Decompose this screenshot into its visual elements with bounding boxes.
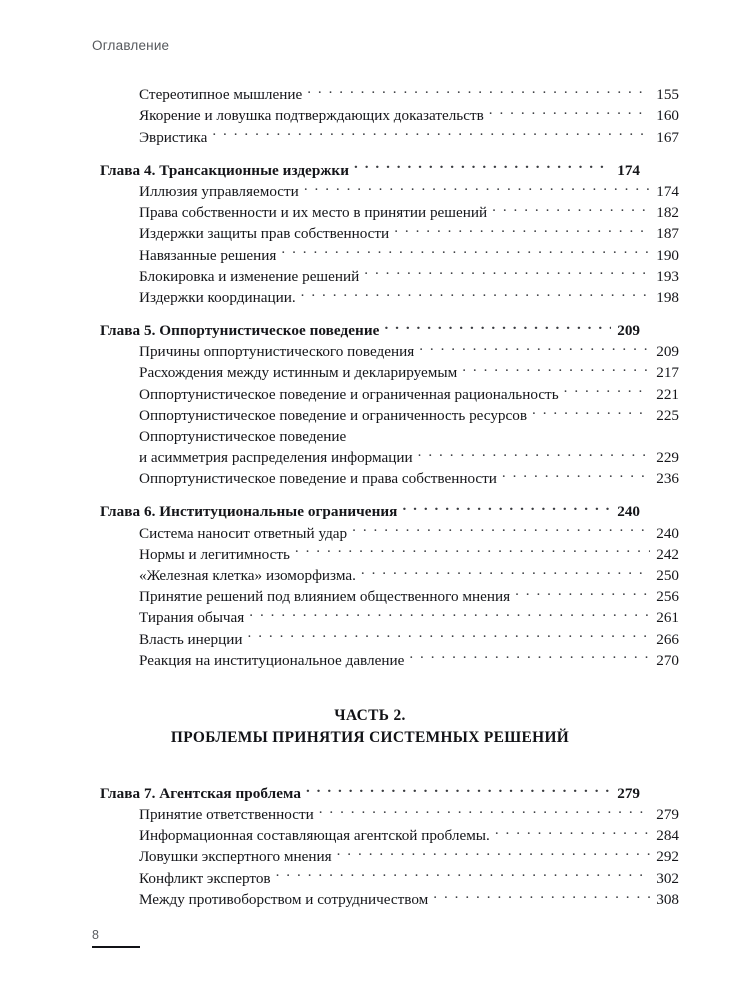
toc-entry-page-number: 279 <box>656 806 679 824</box>
part-heading-line-2: ПРОБЛЕМЫ ПРИНЯТИЯ СИСТЕМНЫХ РЕШЕНИЙ <box>170 728 570 746</box>
toc-entry-page-number: 279 <box>617 784 640 802</box>
toc-chapter-entry[interactable] <box>100 320 640 341</box>
toc-leader-dots <box>361 565 650 580</box>
toc-leader-dots <box>354 160 611 175</box>
toc-entry-title: Оппортунистическое поведение и ограниченность ресурсов <box>139 406 528 424</box>
toc-section-entry[interactable] <box>139 84 679 105</box>
toc-entry-title: Права собственности и их место в принятии решений <box>139 204 488 222</box>
toc-entry-title: Глава 4. Трансакционные издержки <box>100 161 350 179</box>
toc-entry-page-number: 229 <box>656 449 679 466</box>
toc-entry-page-number: 266 <box>656 630 679 648</box>
toc-entry-title: Издержки координации. <box>139 288 296 306</box>
toc-entry-title: Нормы и легитимность <box>139 545 290 563</box>
toc-entry-title: «Железная клетка» изоморфизма. <box>139 566 356 584</box>
toc-section-entry[interactable] <box>139 607 679 628</box>
toc-entry-title: Принятие решений под влиянием общественного мнения <box>139 588 511 606</box>
toc-leader-dots <box>307 84 650 99</box>
toc-leader-dots <box>281 244 650 259</box>
toc-leader-dots <box>248 628 650 643</box>
toc-entry-page-number: 292 <box>656 848 679 866</box>
toc-entry-page-number: 209 <box>656 343 679 361</box>
toc-entry-page-number: 155 <box>656 86 679 104</box>
toc-leader-dots <box>418 447 650 462</box>
toc-entry-title: Эвристика <box>139 128 208 146</box>
toc-section-entry[interactable] <box>139 105 679 126</box>
toc-entry-page-number: 236 <box>656 470 679 488</box>
toc-entry-title: Конфликт экспертов <box>139 869 271 887</box>
toc-entry-page-number: 302 <box>656 869 679 887</box>
toc-leader-dots <box>462 362 650 377</box>
toc-entry-page-number: 270 <box>656 651 679 669</box>
toc-section-entry[interactable] <box>139 586 679 607</box>
toc-leader-dots <box>364 266 650 281</box>
toc-chapter-entry[interactable] <box>100 501 640 522</box>
toc-section-entry[interactable] <box>139 426 679 447</box>
toc-entry-title: Оппортунистическое поведение и ограниченная рациональность <box>139 385 559 403</box>
toc-section-entry[interactable] <box>139 650 679 671</box>
part-heading <box>100 705 640 749</box>
toc-section-entry[interactable] <box>139 341 679 362</box>
toc-entry-page-number: 217 <box>656 364 679 382</box>
toc-section-entry[interactable] <box>139 846 679 867</box>
toc-entry-page-number: 256 <box>656 588 679 606</box>
toc-leader-dots <box>532 405 650 420</box>
toc-entry-page-number: 174 <box>617 161 640 179</box>
toc-entry-page-number: 261 <box>656 609 679 627</box>
toc-block-chapter-5 <box>100 320 679 489</box>
toc-section-entry[interactable] <box>139 181 679 202</box>
toc-entry-title: Система наносит ответный удар <box>139 524 348 542</box>
toc-chapter-entry[interactable] <box>100 783 640 804</box>
toc-section-entry[interactable] <box>139 825 679 846</box>
toc-entry-title: Глава 7. Агентская проблема <box>100 784 301 802</box>
toc-section-entry[interactable] <box>139 244 679 265</box>
toc-leader-dots <box>276 867 650 882</box>
running-head: Оглавление <box>92 38 170 53</box>
toc-section-entry[interactable] <box>139 287 679 308</box>
toc-chapter-entry[interactable] <box>100 160 640 181</box>
toc-entry-title: и асимметрия распределения информации <box>139 449 413 466</box>
toc-leader-dots <box>489 105 650 120</box>
toc-leader-dots <box>352 522 650 537</box>
toc-block-chapter-7 <box>100 783 679 910</box>
toc-entry-page-number: 190 <box>656 246 679 264</box>
toc-entry-title: Глава 5. Оппортунистическое поведение <box>100 322 380 340</box>
toc-entry-title: Иллюзия управляемости <box>139 182 299 200</box>
toc-entry-title: Глава 6. Институциональные ограничения <box>100 503 398 521</box>
toc-section-entry[interactable] <box>139 223 679 244</box>
toc-entry-title: Власть инерции <box>139 630 243 648</box>
toc-entry-title: Навязанные решения <box>139 246 277 264</box>
toc-entry-page-number: 198 <box>656 288 679 306</box>
toc-entry-title: Оппортунистическое поведение <box>139 427 347 445</box>
page-number-folio: 8 <box>92 928 99 942</box>
toc-leader-dots <box>502 468 650 483</box>
toc-section-entry[interactable] <box>139 889 679 910</box>
toc-entry-page-number: 221 <box>656 385 679 403</box>
toc-leader-dots <box>306 783 611 798</box>
toc-leader-dots <box>409 650 650 665</box>
toc-leader-dots <box>212 126 650 141</box>
toc-leader-dots <box>337 846 650 861</box>
toc-block-orphan-sections-chapter-3 <box>100 84 679 148</box>
toc-leader-dots <box>515 586 650 601</box>
toc-section-entry[interactable] <box>139 383 679 404</box>
toc-entry-title: Тирания обычая <box>139 609 245 627</box>
toc-leader-dots <box>319 804 650 819</box>
toc-entry-page-number: 308 <box>656 890 679 908</box>
toc-entry-title: Ловушки экспертного мнения <box>139 848 332 866</box>
toc-entry-title: Причины оппортунистического поведения <box>139 343 415 361</box>
toc-entry-page-number: 174 <box>656 182 679 200</box>
toc-section-entry[interactable] <box>139 126 679 147</box>
toc-leader-dots <box>402 501 611 516</box>
toc-leader-dots <box>295 544 650 559</box>
toc-entry-title: Расхождения между истинным и декларируемым <box>139 364 458 382</box>
toc-section-entry[interactable] <box>139 804 679 825</box>
toc-entry-page-number: 167 <box>656 128 679 146</box>
toc-entry-page-number: 160 <box>656 107 679 125</box>
toc-leader-dots <box>301 287 650 302</box>
toc-entry-title: Блокировка и изменение решений <box>139 267 360 285</box>
toc-entry-page-number: 209 <box>617 322 640 340</box>
toc-section-entry[interactable] <box>139 362 679 383</box>
toc-entry-page-number: 284 <box>656 827 679 845</box>
toc-entry-title: Оппортунистическое поведение и права собственности <box>139 470 497 488</box>
toc-section-entry[interactable] <box>139 447 679 468</box>
toc-leader-dots <box>249 607 650 622</box>
toc-entry-page-number: 187 <box>656 225 679 243</box>
toc-entry-title: Издержки защиты прав собственности <box>139 225 390 243</box>
toc-entry-page-number: 250 <box>656 566 679 584</box>
toc-block-chapter-6 <box>100 501 679 671</box>
toc-entry-title: Якорение и ловушка подтверждающих доказательств <box>139 107 484 125</box>
toc-section-entry[interactable] <box>139 266 679 287</box>
folio-rule <box>92 946 140 948</box>
toc-entry-page-number: 240 <box>656 524 679 542</box>
toc-section-entry[interactable] <box>139 522 679 543</box>
toc-leader-dots <box>492 202 650 217</box>
toc-block-chapter-4 <box>100 160 679 308</box>
toc-entry-title: Между противоборством и сотрудничеством <box>139 890 429 908</box>
toc-section-entry[interactable] <box>139 544 679 565</box>
toc-section-entry[interactable] <box>139 405 679 426</box>
toc-leader-dots <box>564 383 650 398</box>
toc-entry-title: Стереотипное мышление <box>139 86 303 104</box>
toc-section-entry[interactable] <box>139 202 679 223</box>
toc-leader-dots <box>419 341 650 356</box>
toc-entry-title: Принятие ответственности <box>139 806 314 824</box>
part-heading-line-1: ЧАСТЬ 2. <box>334 706 406 724</box>
toc-leader-dots <box>394 223 650 238</box>
toc-leader-dots <box>304 181 650 196</box>
toc-leader-dots <box>433 889 650 904</box>
toc-section-entry[interactable] <box>139 565 679 586</box>
toc-section-entry[interactable] <box>139 468 679 489</box>
toc-leader-dots <box>384 320 611 335</box>
toc-leader-dots <box>495 825 650 840</box>
toc-entry-page-number: 242 <box>656 545 679 563</box>
toc-section-entry[interactable] <box>139 628 679 649</box>
toc-entry-page-number: 225 <box>656 406 679 424</box>
toc-entry-page-number: 240 <box>617 503 640 521</box>
toc-entry-page-number: 182 <box>656 204 679 222</box>
toc-section-entry[interactable] <box>139 867 679 888</box>
table-of-contents <box>100 84 679 910</box>
toc-entry-page-number: 193 <box>656 267 679 285</box>
toc-entry-title: Реакция на институциональное давление <box>139 651 405 669</box>
toc-entry-title: Информационная составляющая агентской проблемы. <box>139 827 490 845</box>
